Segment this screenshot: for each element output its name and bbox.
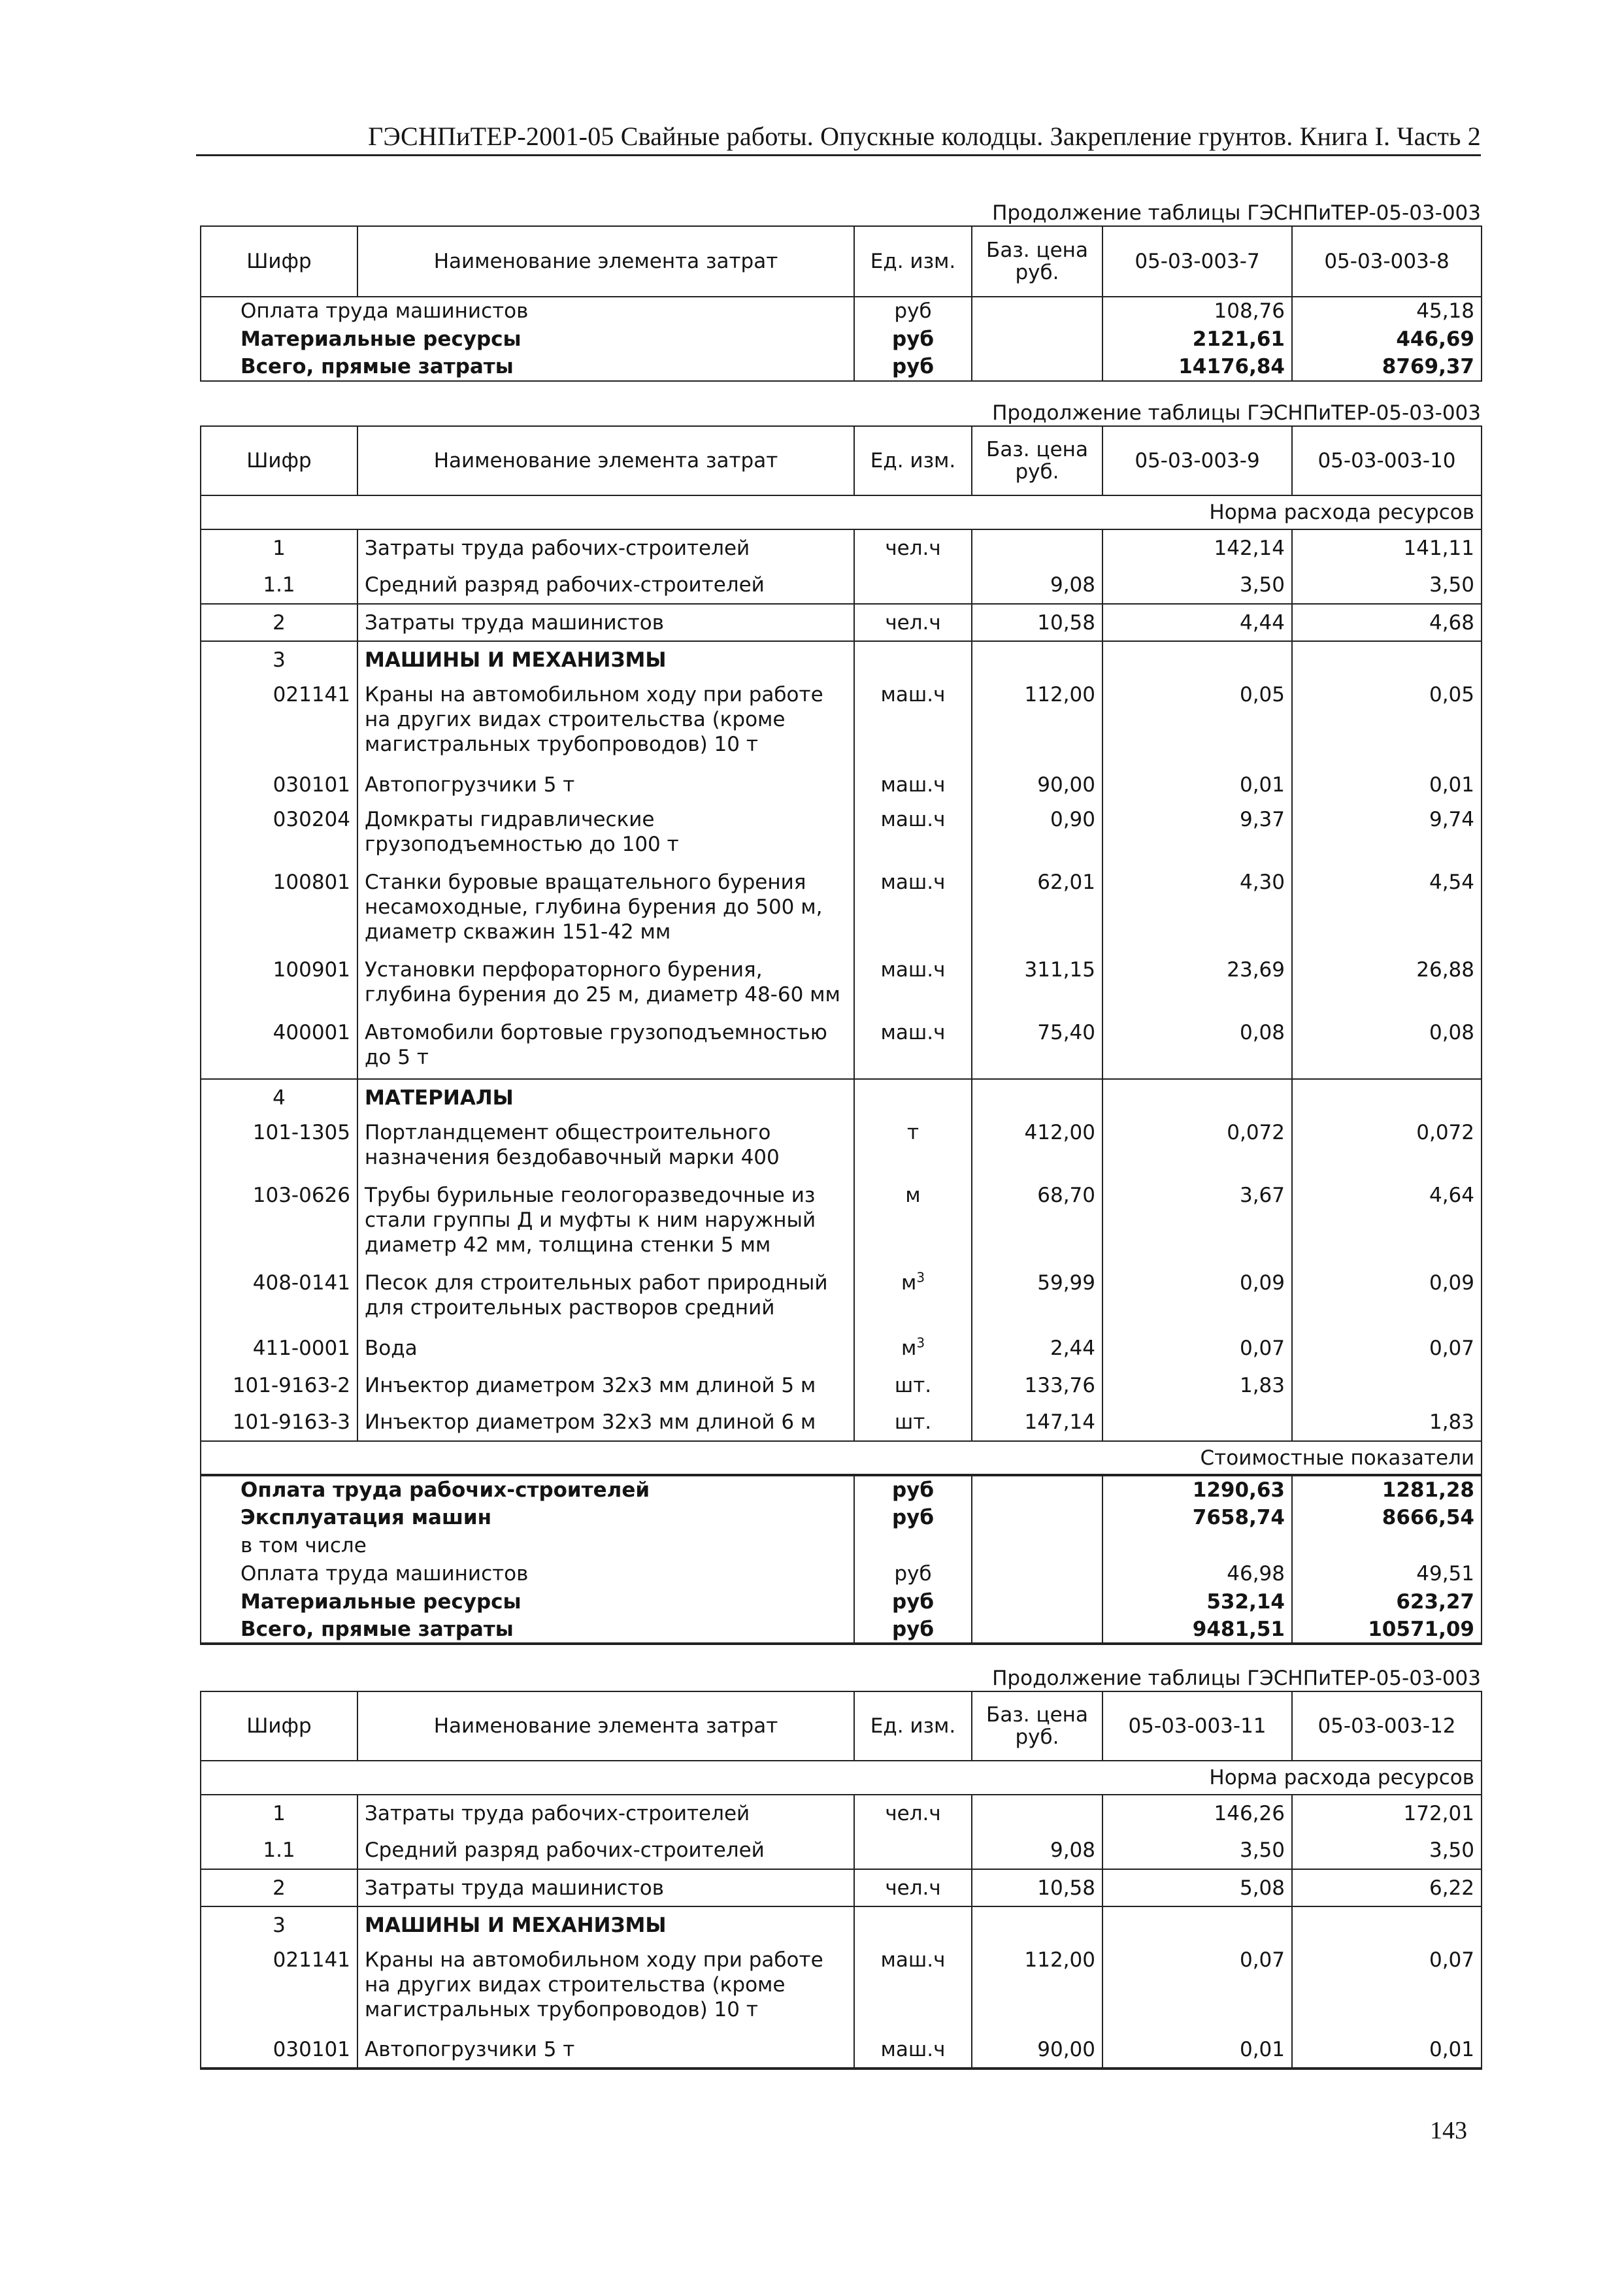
col2-header: 05-03-003-8 [1292,226,1482,297]
row-unit [854,1329,972,1367]
table-row [201,1869,1482,1906]
cost-value-2: 45,18 [1292,297,1482,325]
row-value-1 [1102,641,1292,678]
table3 [200,1691,1482,2070]
table-row [201,1329,1482,1367]
row-value-2: 3,50 [1292,1832,1482,1869]
row-value-2: 1,83 [1292,1404,1482,1441]
table-row [201,1832,1482,1869]
unit-superscript: 3 [916,1335,925,1351]
table-row [201,567,1482,604]
cost-value-1: 9481,51 [1102,1616,1292,1644]
row-code: 4 [201,1079,357,1116]
row-unit [854,1016,972,1079]
row-name: Инъектор диаметром 32х3 мм длиной 6 м [357,1404,854,1441]
table-row [201,529,1482,567]
unit-text: маш.ч [880,958,946,982]
unit-text: маш.ч [880,1021,946,1044]
unit-text: шт. [894,1373,932,1397]
cost-value-1: 14176,84 [1102,353,1292,381]
row-price: 10,58 [972,604,1102,641]
table-row [201,766,1482,803]
row-price: 412,00 [972,1116,1102,1179]
col1-header: 05-03-003-7 [1102,226,1292,297]
cost-value-1 [1102,1531,1292,1559]
row-code: 101-9163-2 [201,1367,357,1404]
row-price [972,641,1102,678]
cost-name: Материальные ресурсы [201,1588,854,1616]
cost-name: Всего, прямые затраты [201,353,854,381]
row-price: 9,08 [972,567,1102,604]
cost-value-2: 446,69 [1292,325,1482,353]
row-value-1: 0,01 [1102,766,1292,803]
row-price: 112,00 [972,1944,1102,2031]
cost-row [201,325,1482,353]
row-price: 2,44 [972,1329,1102,1367]
cost-unit: руб [854,325,972,353]
unit-text: маш.ч [880,1948,946,1972]
table-row [201,866,1482,954]
row-price [972,1079,1102,1116]
row-price: 10,58 [972,1869,1102,1906]
cost-price [972,1588,1102,1616]
table-row [201,1404,1482,1441]
row-value-2: 0,01 [1292,766,1482,803]
running-header: ГЭСНПиТЕР-2001-05 Свайные работы. Опускные колодцы. Закрепление грунтов. Книга I. Часть 2 [368,122,1481,151]
cost-unit: руб [854,1588,972,1616]
table2-caption: Продолжение таблицы ГЭСНПиТЕР-05-03-003 [992,401,1481,425]
row-value-2: 0,01 [1292,2031,1482,2069]
row-value-2: 141,11 [1292,529,1482,567]
unit-text: маш.ч [880,683,946,706]
table-row [201,604,1482,641]
cost-price [972,353,1102,381]
table-row [201,1367,1482,1404]
table-row [201,2031,1482,2069]
unit-text: м [905,1184,921,1207]
row-value-1: 0,05 [1102,678,1292,766]
row-value-2: 0,08 [1292,1016,1482,1079]
row-value-1: 1,83 [1102,1367,1292,1404]
norm-label-row [201,495,1482,529]
cost-row [201,297,1482,325]
row-value-2: 0,09 [1292,1267,1482,1329]
row-name: Трубы бурильные геологоразведочные из стали группы Д и муфты к ним наружный диаметр 42 мм, толщина стенки 5 мм [357,1179,854,1267]
cost-price [972,1616,1102,1644]
row-code: 411-0001 [201,1329,357,1367]
row-value-2: 4,64 [1292,1179,1482,1267]
col2-header: 05-03-003-12 [1292,1691,1482,1761]
row-unit [854,567,972,604]
row-unit [854,1367,972,1404]
row-code: 103-0626 [201,1179,357,1267]
row-code: 030204 [201,803,357,866]
col-unit-header: Ед. изм. [854,426,972,495]
col-unit-header: Ед. изм. [854,1691,972,1761]
cost-value-1: 2121,61 [1102,325,1292,353]
unit-text: шт. [894,1410,932,1434]
row-unit [854,678,972,766]
col1-header: 05-03-003-9 [1102,426,1292,495]
cost-unit [854,1531,972,1559]
row-name: Портландцемент общестроительного назначения бездобавочный марки 400 [357,1116,854,1179]
table-row [201,954,1482,1016]
row-code: 100901 [201,954,357,1016]
col-price-header: Баз. цена руб. [972,426,1102,495]
row-value-2: 0,07 [1292,1329,1482,1367]
row-unit [854,1267,972,1329]
unit-text: м [901,1271,917,1295]
unit-text: маш.ч [880,773,946,797]
row-name: Станки буровые вращательного бурения несамоходные, глубина бурения до 500 м, диаметр скважин 151-42 мм [357,866,854,954]
cost-price [972,1503,1102,1531]
row-price [972,1906,1102,1944]
row-name: Установки перфораторного бурения, глубина бурения до 25 м, диаметр 48-60 мм [357,954,854,1016]
row-value-1: 23,69 [1102,954,1292,1016]
cost-unit: руб [854,297,972,325]
row-unit [854,1404,972,1441]
table-row [201,1016,1482,1079]
col-code-header: Шифр [201,226,357,297]
col-code-header: Шифр [201,1691,357,1761]
row-name: Затраты труда машинистов [357,604,854,641]
row-unit [854,2031,972,2069]
table1 [200,225,1482,382]
row-name: МАШИНЫ И МЕХАНИЗМЫ [357,641,854,678]
row-price: 0,90 [972,803,1102,866]
row-name: Инъектор диаметром 32х3 мм длиной 5 м [357,1367,854,1404]
row-value-2 [1292,1367,1482,1404]
row-code: 021141 [201,1944,357,2031]
table2-header-row [201,426,1482,495]
row-code: 1.1 [201,1832,357,1869]
row-value-2 [1292,641,1482,678]
row-value-1: 0,09 [1102,1267,1292,1329]
row-code: 400001 [201,1016,357,1079]
col-code-header: Шифр [201,426,357,495]
row-unit [854,954,972,1016]
row-unit [854,866,972,954]
row-code: 1 [201,1795,357,1832]
table1-caption: Продолжение таблицы ГЭСНПиТЕР-05-03-003 [992,201,1481,225]
row-code: 101-1305 [201,1116,357,1179]
row-value-1: 0,08 [1102,1016,1292,1079]
unit-text: маш.ч [880,808,946,831]
cost-label-row [201,1441,1482,1475]
col-name-header: Наименование элемента затрат [357,426,854,495]
table1-header-row [201,226,1482,297]
row-value-2 [1292,1906,1482,1944]
row-value-1: 5,08 [1102,1869,1292,1906]
row-name: Вода [357,1329,854,1367]
unit-text: т [906,1121,920,1144]
row-price [972,1795,1102,1832]
row-value-1: 3,50 [1102,567,1292,604]
row-unit [854,803,972,866]
table-row [201,1079,1482,1116]
row-price: 112,00 [972,678,1102,766]
cost-value-2: 49,51 [1292,1559,1482,1588]
cost-value-1: 46,98 [1102,1559,1292,1588]
norm-label-row [201,1761,1482,1795]
unit-text: чел.ч [885,1802,941,1825]
row-value-2: 3,50 [1292,567,1482,604]
row-unit [854,641,972,678]
row-value-2: 4,54 [1292,866,1482,954]
cost-unit: руб [854,1559,972,1588]
col1-header: 05-03-003-11 [1102,1691,1292,1761]
cost-name: Оплата труда машинистов [201,1559,854,1588]
cost-value-2: 8769,37 [1292,353,1482,381]
row-name: Песок для строительных работ природный для строительных растворов средний [357,1267,854,1329]
cost-name: Материальные ресурсы [201,325,854,353]
row-name: Домкраты гидравлические грузоподъемностью до 100 т [357,803,854,866]
row-value-2: 0,072 [1292,1116,1482,1179]
row-unit [854,1869,972,1906]
table-row [201,803,1482,866]
cost-name: в том числе [201,1531,854,1559]
cost-name: Оплата труда рабочих-строителей [201,1475,854,1503]
row-code: 2 [201,1869,357,1906]
row-code: 2 [201,604,357,641]
table-row [201,641,1482,678]
cost-value-1: 532,14 [1102,1588,1292,1616]
row-value-2: 26,88 [1292,954,1482,1016]
row-name: Затраты труда рабочих-строителей [357,529,854,567]
cost-value-1: 108,76 [1102,297,1292,325]
cost-value-1: 7658,74 [1102,1503,1292,1531]
row-name: Автомобили бортовые грузоподъемностью до 5 т [357,1016,854,1079]
cost-value-2: 623,27 [1292,1588,1482,1616]
row-value-2: 0,05 [1292,678,1482,766]
row-value-1: 4,44 [1102,604,1292,641]
row-code: 101-9163-3 [201,1404,357,1441]
table-row [201,1116,1482,1179]
row-value-2 [1292,1079,1482,1116]
row-price [972,529,1102,567]
row-name: МАШИНЫ И МЕХАНИЗМЫ [357,1906,854,1944]
row-name: Средний разряд рабочих-строителей [357,1832,854,1869]
row-unit [854,1832,972,1869]
cost-value-2: 1281,28 [1292,1475,1482,1503]
row-price: 133,76 [972,1367,1102,1404]
row-name: Автопогрузчики 5 т [357,766,854,803]
col-unit-header: Ед. изм. [854,226,972,297]
row-unit [854,604,972,641]
row-price: 62,01 [972,866,1102,954]
row-value-1: 142,14 [1102,529,1292,567]
unit-text: маш.ч [880,2037,946,2061]
row-unit [854,1079,972,1116]
row-value-1: 0,01 [1102,2031,1292,2069]
cost-name: Всего, прямые затраты [201,1616,854,1644]
cost-row [201,1531,1482,1559]
row-price: 311,15 [972,954,1102,1016]
table3-caption: Продолжение таблицы ГЭСНПиТЕР-05-03-003 [992,1667,1481,1690]
norm-label: Норма расхода ресурсов [201,1761,1482,1795]
row-code: 1.1 [201,567,357,604]
row-code: 3 [201,1906,357,1944]
row-value-2: 9,74 [1292,803,1482,866]
row-value-1: 9,37 [1102,803,1292,866]
unit-text: чел.ч [885,1876,941,1900]
row-price: 68,70 [972,1179,1102,1267]
row-price: 90,00 [972,766,1102,803]
header-rule [196,154,1481,156]
table-row [201,1944,1482,2031]
row-value-1: 3,50 [1102,1832,1292,1869]
row-unit [854,529,972,567]
cost-label: Стоимостные показатели [201,1441,1482,1475]
table-row [201,1906,1482,1944]
cost-row [201,1503,1482,1531]
unit-text: чел.ч [885,610,941,635]
cost-row [201,1559,1482,1588]
row-price: 147,14 [972,1404,1102,1441]
cost-unit: руб [854,1503,972,1531]
row-price: 59,99 [972,1267,1102,1329]
unit-superscript: 3 [916,1269,925,1286]
row-value-2: 0,07 [1292,1944,1482,2031]
row-unit [854,1116,972,1179]
cost-row [201,353,1482,381]
table-row [201,678,1482,766]
row-name: Средний разряд рабочих-строителей [357,567,854,604]
cost-name: Эксплуатация машин [201,1503,854,1531]
row-value-1: 146,26 [1102,1795,1292,1832]
row-value-1: 0,07 [1102,1329,1292,1367]
row-value-1: 4,30 [1102,866,1292,954]
row-name: Краны на автомобильном ходу при работе на других видах строительства (кроме магистральных трубопроводов) 10 т [357,1944,854,2031]
cost-row [201,1588,1482,1616]
row-code: 3 [201,641,357,678]
cost-unit: руб [854,1616,972,1644]
row-name: МАТЕРИАЛЫ [357,1079,854,1116]
table-row [201,1267,1482,1329]
row-name: Краны на автомобильном ходу при работе на других видах строительства (кроме магистральных трубопроводов) 10 т [357,678,854,766]
col-name-header: Наименование элемента затрат [357,226,854,297]
unit-text: маш.ч [880,871,946,894]
row-value-2: 4,68 [1292,604,1482,641]
cost-row [201,1475,1482,1503]
cost-unit: руб [854,1475,972,1503]
row-unit [854,1944,972,2031]
row-code: 021141 [201,678,357,766]
norm-label: Норма расхода ресурсов [201,495,1482,529]
row-unit [854,766,972,803]
row-price: 90,00 [972,2031,1102,2069]
table2 [200,425,1482,1645]
cost-price [972,1475,1102,1503]
row-value-1: 0,07 [1102,1944,1292,2031]
cost-value-2 [1292,1531,1482,1559]
cost-price [972,1531,1102,1559]
col-name-header: Наименование элемента затрат [357,1691,854,1761]
row-value-1 [1102,1079,1292,1116]
row-code: 030101 [201,766,357,803]
col-price-header: Баз. цена руб. [972,226,1102,297]
row-name: Затраты труда рабочих-строителей [357,1795,854,1832]
row-code: 100801 [201,866,357,954]
cost-value-2: 10571,09 [1292,1616,1482,1644]
row-name: Автопогрузчики 5 т [357,2031,854,2069]
row-value-1 [1102,1906,1292,1944]
table-row [201,1179,1482,1267]
col2-header: 05-03-003-10 [1292,426,1482,495]
unit-text: м [901,1336,917,1360]
row-unit [854,1906,972,1944]
table-row [201,1795,1482,1832]
cost-name: Оплата труда машинистов [201,297,854,325]
cost-value-2: 8666,54 [1292,1503,1482,1531]
row-unit [854,1179,972,1267]
row-unit [854,1795,972,1832]
row-name: Затраты труда машинистов [357,1869,854,1906]
cost-row [201,1616,1482,1644]
row-value-1 [1102,1404,1292,1441]
row-code: 408-0141 [201,1267,357,1329]
unit-text: чел.ч [885,537,941,560]
row-value-1: 0,072 [1102,1116,1292,1179]
row-price: 75,40 [972,1016,1102,1079]
cost-price [972,297,1102,325]
row-value-2: 172,01 [1292,1795,1482,1832]
table3-header-row [201,1691,1482,1761]
col-price-header: Баз. цена руб. [972,1691,1102,1761]
row-value-2: 6,22 [1292,1869,1482,1906]
row-code: 030101 [201,2031,357,2069]
page-number: 143 [1430,2117,1467,2144]
row-code: 1 [201,529,357,567]
cost-price [972,1559,1102,1588]
cost-value-1: 1290,63 [1102,1475,1292,1503]
cost-price [972,325,1102,353]
row-price: 9,08 [972,1832,1102,1869]
cost-unit: руб [854,353,972,381]
row-value-1: 3,67 [1102,1179,1292,1267]
